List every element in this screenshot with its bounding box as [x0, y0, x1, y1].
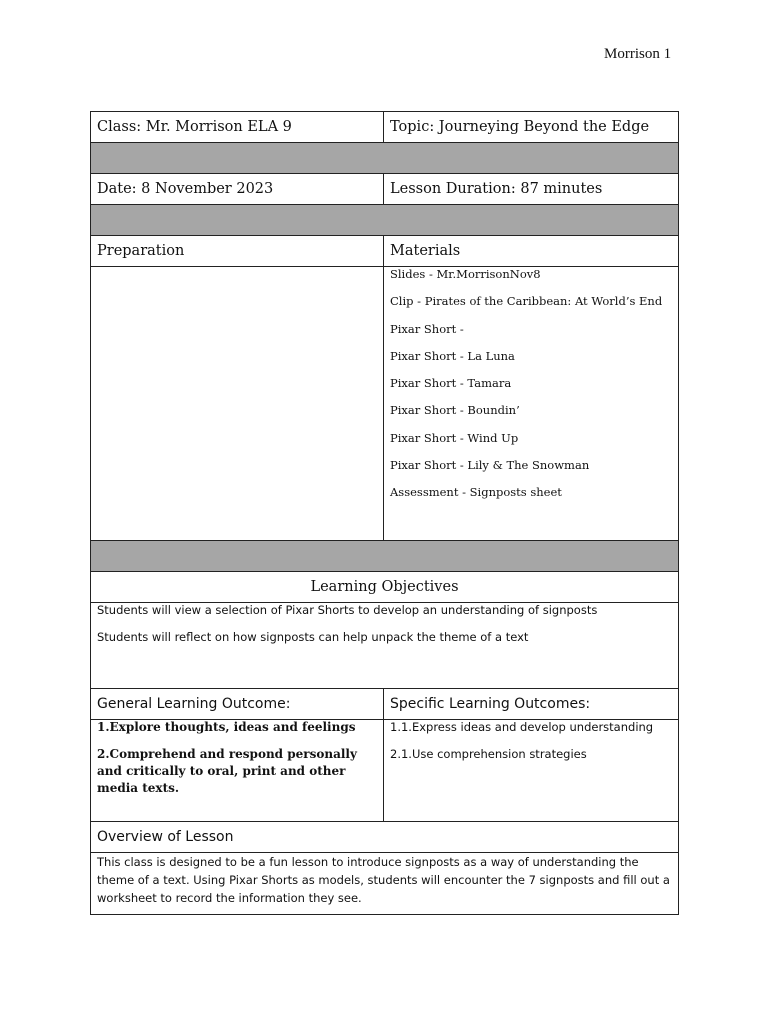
general-outcome-item: 1.Explore thoughts, ideas and feelings — [97, 720, 356, 734]
material-item: Pixar Short - Wind Up — [390, 430, 519, 445]
material-item: Assessment - Signposts sheet — [390, 485, 562, 500]
shaded-divider — [91, 205, 679, 236]
general-outcome-title: General Learning Outcome: — [91, 689, 384, 720]
preparation-content — [91, 267, 384, 541]
materials-header: Materials — [384, 236, 679, 267]
specific-outcome-item: 2.1.Use comprehension strategies — [390, 747, 587, 761]
duration-cell: Lesson Duration: 87 minutes — [384, 174, 679, 205]
materials-list — [384, 267, 679, 541]
overview-title: Overview of Lesson — [91, 822, 679, 853]
material-item: Clip - Pirates of the Caribbean: At World’s End — [390, 294, 663, 309]
topic-cell: Topic: Journeying Beyond the Edge — [384, 112, 679, 143]
shaded-divider — [91, 541, 679, 572]
material-item: Pixar Short - — [390, 321, 464, 336]
material-item: Pixar Short - Boundin’ — [390, 403, 520, 418]
specific-outcome-item: 1.1.Express ideas and develop understanding — [390, 720, 654, 734]
lesson-plan-table — [90, 111, 679, 915]
general-outcome-item: 2.Comprehend and respond personally and critically to oral, print and other media texts. — [97, 747, 357, 795]
material-item: Pixar Short - Lily & The Snowman — [390, 458, 590, 473]
specific-outcome-list — [384, 720, 679, 822]
specific-outcome-title: Specific Learning Outcomes: — [384, 689, 679, 720]
general-outcome-list — [91, 720, 384, 822]
class-cell: Class: Mr. Morrison ELA 9 — [91, 112, 384, 143]
overview-text: This class is designed to be a fun lesson to introduce signposts as a way of understanding the theme of a text. Using Pixar Shorts as models, students will encounter the 7 signposts and fill out a worksheet to record the information they see. — [91, 853, 679, 915]
material-item: Pixar Short - Tamara — [390, 376, 512, 391]
shaded-divider — [91, 143, 679, 174]
learning-objectives-title: Learning Objectives — [91, 572, 679, 603]
objective-item: Students will reflect on how signposts can help unpack the theme of a text — [97, 630, 529, 644]
material-item: Slides - Mr.MorrisonNov8 — [390, 267, 541, 281]
date-cell: Date: 8 November 2023 — [91, 174, 384, 205]
material-item: Pixar Short - La Luna — [390, 348, 515, 363]
preparation-header: Preparation — [91, 236, 384, 267]
page-header-label: Morrison 1 — [604, 46, 672, 62]
learning-objectives-list — [91, 603, 679, 689]
objective-item: Students will view a selection of Pixar Shorts to develop an understanding of signposts — [97, 603, 598, 617]
